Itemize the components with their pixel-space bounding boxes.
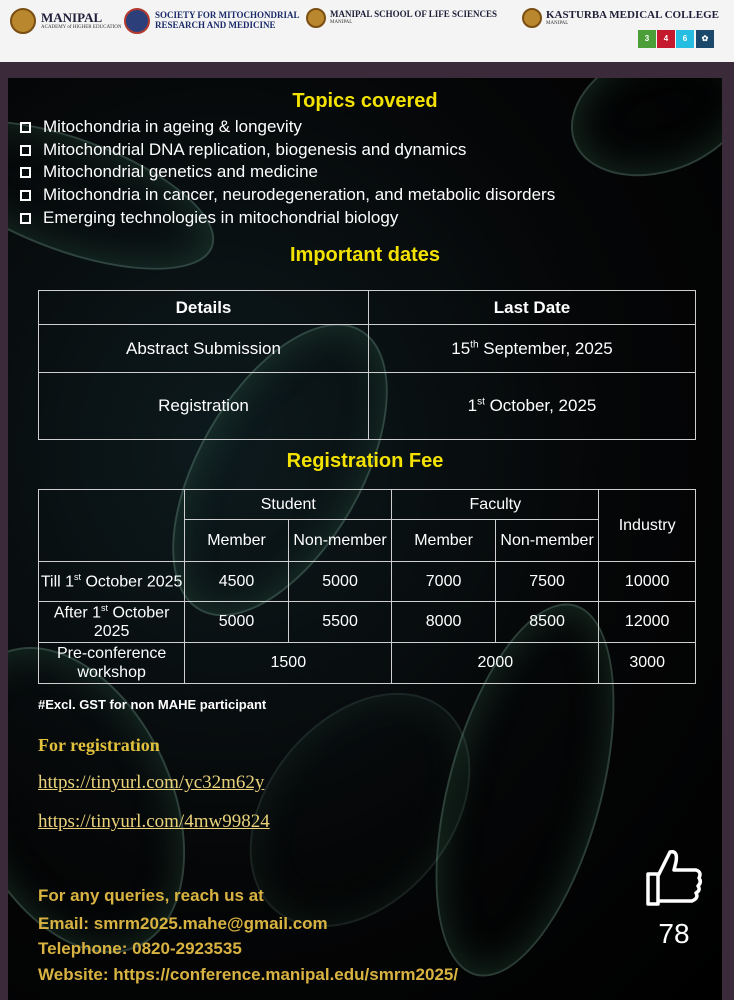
manipal-seal-icon (10, 8, 36, 34)
fee-value: 12000 (599, 602, 696, 643)
table-row (39, 325, 696, 373)
like-count: 78 (658, 918, 690, 949)
sdg-badge-6: 6 (676, 30, 694, 48)
kmc-logo-subtitle: MANIPAL (546, 21, 569, 27)
important-dates-table (38, 290, 696, 440)
registration-link-2[interactable]: https://tinyurl.com/4mw99824 (38, 811, 270, 832)
contact-heading: For any queries, reach us at (38, 886, 264, 905)
date-value: 1st October, 2025 (369, 373, 696, 440)
dates-header-last-date: Last Date (369, 291, 696, 325)
topic-item: Emerging technologies in mitochondrial biology (20, 207, 555, 230)
registration-link-1[interactable]: https://tinyurl.com/yc32m62y (38, 772, 265, 793)
sdg-badge-4: 4 (657, 30, 675, 48)
registration-fee-table (38, 489, 696, 684)
msls-logo-title: MANIPAL SCHOOL OF LIFE SCIENCES (330, 9, 498, 20)
fee-value: 5500 (288, 602, 392, 643)
like-thumb-icon[interactable] (644, 846, 704, 908)
checkbox-icon (20, 145, 31, 156)
contact-website[interactable]: Website: https://conference.manipal.edu/smrm2025/ (38, 965, 459, 984)
sdg-wheel-icon: ✿ (696, 30, 714, 48)
topic-item: Mitochondria in cancer, neurodegeneration, and metabolic disorders (20, 184, 555, 207)
kmc-logo-title: KASTURBA MEDICAL COLLEGE (546, 8, 719, 21)
checkbox-icon (20, 190, 31, 201)
msls-seal-icon (306, 8, 326, 28)
checkbox-icon (20, 213, 31, 224)
fee-corner-cell (39, 490, 185, 562)
fee-group-faculty: Faculty (392, 490, 599, 520)
date-detail: Registration (39, 373, 369, 440)
fee-value: 7500 (495, 562, 599, 602)
date-value: 15th September, 2025 (369, 325, 696, 373)
sdg-badge-3: 3 (638, 30, 656, 48)
table-row (39, 602, 696, 643)
manipal-academy-logo (10, 8, 122, 34)
fee-value: 7000 (392, 562, 496, 602)
fee-row-label: After 1st October 2025 (39, 602, 185, 643)
fee-group-student: Student (185, 490, 392, 520)
kmc-seal-icon (522, 8, 542, 28)
topics-list (20, 116, 555, 229)
date-detail: Abstract Submission (39, 325, 369, 373)
fee-row-label: Till 1st October 2025 (39, 562, 185, 602)
smrm-logo (124, 8, 300, 34)
fee-subheader: Member (392, 520, 496, 562)
fee-value: 5000 (185, 602, 289, 643)
msls-logo (306, 8, 497, 28)
table-row (39, 562, 696, 602)
fee-subheader: Non-member (495, 520, 599, 562)
fee-value: 8000 (392, 602, 496, 643)
kmc-logo (522, 8, 719, 28)
fee-value: 8500 (495, 602, 599, 643)
fees-heading: Registration Fee (286, 450, 444, 472)
logo-banner (0, 0, 734, 62)
gst-note: #Excl. GST for non MAHE participant (38, 697, 267, 712)
checkbox-icon (20, 122, 31, 133)
fee-value: 3000 (599, 643, 696, 684)
poster-body (8, 78, 722, 1000)
topic-item: Mitochondrial genetics and medicine (20, 161, 555, 184)
table-row (39, 373, 696, 440)
registration-heading: For registration (38, 735, 160, 755)
dates-header-details: Details (39, 291, 369, 325)
manipal-logo-subtitle: ACADEMY of HIGHER EDUCATION (41, 25, 122, 31)
checkbox-icon (20, 167, 31, 178)
fee-value: 2000 (392, 643, 599, 684)
fee-group-industry: Industry (599, 490, 696, 562)
smrm-logo-title-2: RESEARCH AND MEDICINE (155, 20, 276, 30)
smrm-seal-icon (124, 8, 150, 34)
fee-row-label: Pre-conference workshop (39, 643, 185, 684)
smrm-logo-title-1: SOCIETY FOR MITOCHONDRIAL (155, 10, 300, 21)
fee-value: 5000 (288, 562, 392, 602)
fee-value: 4500 (185, 562, 289, 602)
fee-subheader: Member (185, 520, 289, 562)
topics-heading: Topics covered (292, 90, 438, 112)
dates-heading: Important dates (289, 244, 441, 266)
fee-value: 10000 (599, 562, 696, 602)
topic-item: Mitochondria in ageing & longevity (20, 116, 555, 139)
contact-phone[interactable]: Telephone: 0820-2923535 (38, 939, 242, 958)
fee-subheader: Non-member (288, 520, 392, 562)
topic-item: Mitochondrial DNA replication, biogenesis and dynamics (20, 139, 555, 162)
table-row (39, 643, 696, 684)
manipal-logo-title: MANIPAL (41, 9, 103, 25)
contact-email[interactable]: Email: smrm2025.mahe@gmail.com (38, 914, 328, 933)
msls-logo-subtitle: MANIPAL (330, 19, 353, 25)
fee-value: 1500 (185, 643, 392, 684)
